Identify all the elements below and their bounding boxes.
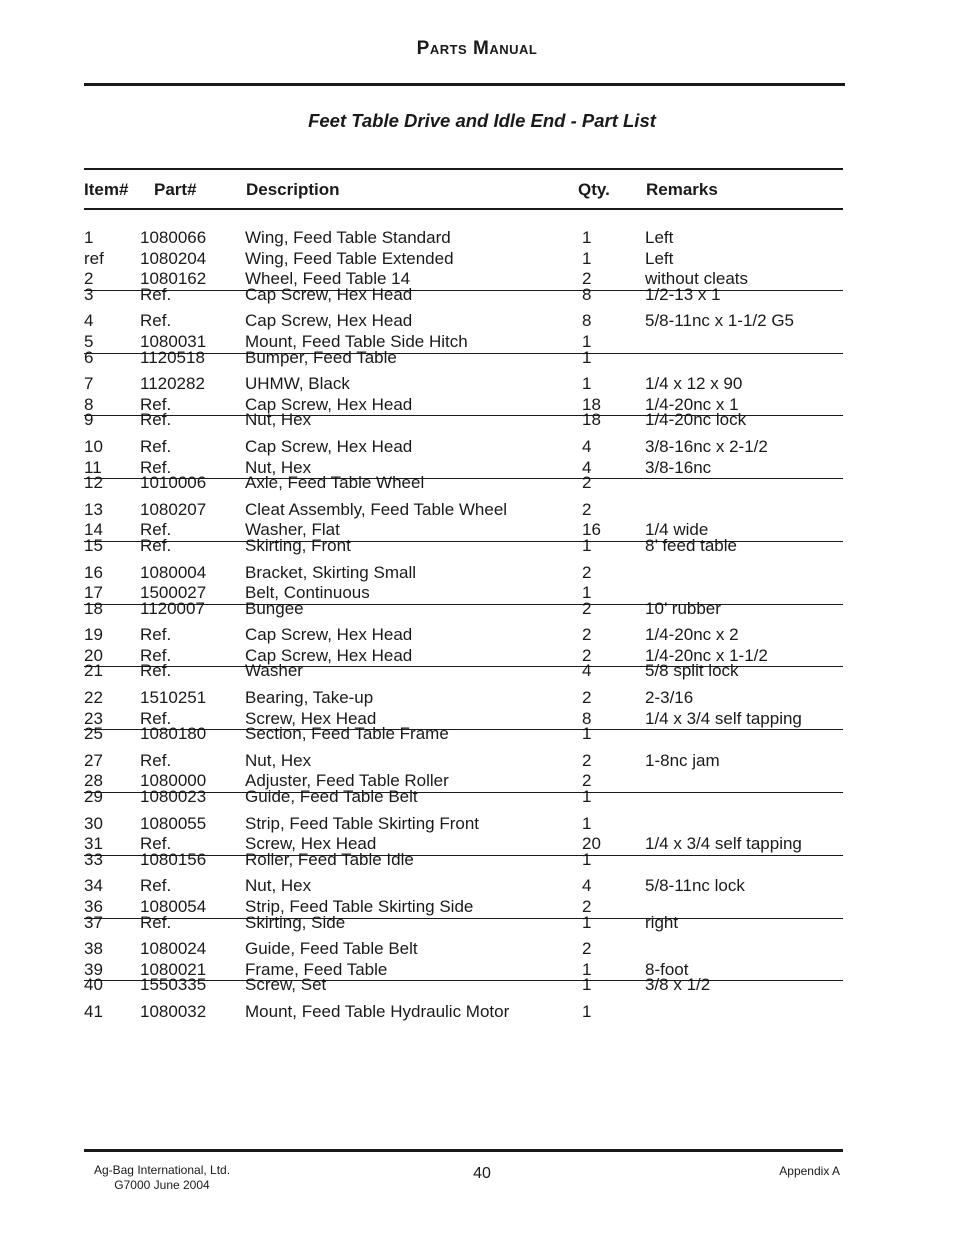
row-quantity: 20 xyxy=(582,834,601,854)
row-remarks: 1/4-20nc x 2 xyxy=(645,625,739,645)
row-quantity: 1 xyxy=(582,331,592,351)
row-part-number: 1080066 xyxy=(140,228,207,247)
table-row xyxy=(84,849,843,877)
row-quantity: 18 xyxy=(582,410,601,430)
parts-table xyxy=(84,228,843,1023)
table-row xyxy=(84,724,843,751)
row-description: Cap Screw, Hex Head xyxy=(245,436,413,456)
table-row xyxy=(84,625,843,646)
page-number: 40 xyxy=(473,1165,491,1182)
column-header-qty: Qty. xyxy=(578,180,610,199)
row-item-number: 31 xyxy=(84,834,103,854)
row-description: Washer, Flat xyxy=(245,520,340,540)
row-quantity: 2 xyxy=(582,625,592,645)
row-part-number: Ref. xyxy=(140,912,172,932)
row-quantity: 1 xyxy=(582,374,592,394)
row-quantity: 2 xyxy=(582,598,592,618)
row-item-number: 1 xyxy=(84,228,94,247)
row-part-number: 1500027 xyxy=(140,583,207,603)
row-quantity: 1 xyxy=(582,849,592,869)
row-part-number: Ref. xyxy=(140,661,172,681)
row-quantity: 1 xyxy=(582,228,592,247)
row-remarks: 8’ feed table xyxy=(645,535,737,555)
row-part-number: Ref. xyxy=(140,625,172,645)
row-remarks: 1/4-20nc x 1-1/2 xyxy=(645,645,768,665)
row-item-number: 19 xyxy=(84,625,103,645)
table-header-divider xyxy=(84,208,843,210)
row-remarks: 3/8 x 1/2 xyxy=(645,975,711,995)
row-item-number: 40 xyxy=(84,975,103,995)
row-item-number: 2 xyxy=(84,269,94,289)
footer-appendix: Appendix A xyxy=(779,1164,840,1178)
row-item-number: 18 xyxy=(84,598,103,618)
row-part-number: 1080180 xyxy=(140,724,207,744)
row-quantity: 2 xyxy=(582,750,592,770)
row-remarks: 1-8nc jam xyxy=(645,750,720,770)
row-part-number: 1080000 xyxy=(140,771,207,791)
row-item-number: 8 xyxy=(84,394,94,414)
row-quantity: 1 xyxy=(582,975,592,995)
row-quantity: 1 xyxy=(582,813,592,833)
row-remarks: 8-foot xyxy=(645,959,689,979)
column-header-part: Part# xyxy=(154,180,197,199)
table-row xyxy=(84,473,843,500)
row-description: Bungee xyxy=(245,598,304,618)
row-quantity: 2 xyxy=(582,473,592,493)
row-remarks: 1/4 x 3/4 self tapping xyxy=(645,708,802,728)
row-remarks: 1/4-20nc x 1 xyxy=(645,394,739,414)
row-item-number: 16 xyxy=(84,562,103,582)
row-item-number: 9 xyxy=(84,410,94,430)
row-quantity: 1 xyxy=(582,724,592,744)
row-part-number: 1080207 xyxy=(140,499,207,519)
row-quantity: 1 xyxy=(582,787,592,807)
row-description: Bracket, Skirting Small xyxy=(245,562,416,582)
row-item-number: 6 xyxy=(84,347,94,367)
row-remarks: 1/4 x 12 x 90 xyxy=(645,374,743,394)
table-row xyxy=(84,249,843,270)
row-description: Guide, Feed Table Belt xyxy=(245,939,418,959)
row-description: Nut, Hex xyxy=(245,410,312,430)
row-remarks: right xyxy=(645,912,679,932)
row-quantity: 2 xyxy=(582,688,592,708)
row-part-number: Ref. xyxy=(140,834,172,854)
row-description: Wing, Feed Table Standard xyxy=(245,228,451,247)
row-item-number: 10 xyxy=(84,436,103,456)
row-remarks: Left xyxy=(645,228,674,247)
table-row xyxy=(84,876,843,897)
table-row xyxy=(84,269,843,290)
row-part-number: Ref. xyxy=(140,284,172,304)
row-quantity: 1 xyxy=(582,912,592,932)
row-description: Cap Screw, Hex Head xyxy=(245,625,413,645)
row-description: UHMW, Black xyxy=(245,374,350,394)
row-description: Cap Screw, Hex Head xyxy=(245,311,413,331)
row-part-number: Ref. xyxy=(140,708,172,728)
row-item-number: 27 xyxy=(84,750,103,770)
row-quantity: 4 xyxy=(582,436,592,456)
row-remarks: 10’ rubber xyxy=(645,598,721,618)
row-description: Skirting, Side xyxy=(245,912,346,932)
row-item-number: 4 xyxy=(84,311,94,331)
row-description: Bearing, Take-up xyxy=(245,688,374,708)
row-part-number: 1550335 xyxy=(140,975,207,995)
row-quantity: 8 xyxy=(582,311,592,331)
row-item-number: 37 xyxy=(84,912,103,932)
table-row xyxy=(84,228,843,249)
row-description: Adjuster, Feed Table Roller xyxy=(245,771,449,791)
row-item-number: 33 xyxy=(84,849,103,869)
row-part-number: 1120007 xyxy=(140,598,205,618)
row-quantity: 4 xyxy=(582,457,592,477)
row-quantity: 2 xyxy=(582,939,592,959)
row-part-number: Ref. xyxy=(140,436,172,456)
row-description: Section, Feed Table Frame xyxy=(245,724,449,744)
row-part-number: Ref. xyxy=(140,520,172,540)
row-description: Belt, Continuous xyxy=(245,583,370,603)
row-description: Wing, Feed Table Extended xyxy=(245,248,454,268)
row-quantity: 1 xyxy=(582,583,592,603)
footer-divider xyxy=(84,1149,843,1152)
row-description: Washer xyxy=(245,661,303,681)
section-title: Feet Table Drive and Idle End - Part List xyxy=(308,110,656,131)
row-part-number: 1080032 xyxy=(140,1001,207,1021)
row-part-number: 1080024 xyxy=(140,939,207,959)
row-description: Nut, Hex xyxy=(245,750,312,770)
row-part-number: 1120518 xyxy=(140,347,205,367)
row-part-number: Ref. xyxy=(140,410,172,430)
footer-model-date: G7000 June 2004 xyxy=(114,1178,210,1192)
row-item-number: 7 xyxy=(84,374,94,394)
row-quantity: 18 xyxy=(582,394,601,414)
table-row xyxy=(84,311,843,332)
row-remarks: 1/4 x 3/4 self tapping xyxy=(645,834,802,854)
row-description: Bumper, Feed Table xyxy=(245,347,397,367)
row-item-number: ref xyxy=(84,248,104,268)
table-row xyxy=(84,563,843,584)
table-row xyxy=(84,787,843,814)
row-part-number: 1010006 xyxy=(140,473,207,493)
row-item-number: 41 xyxy=(84,1001,103,1021)
row-quantity: 2 xyxy=(582,771,592,791)
row-item-number: 14 xyxy=(84,520,103,540)
table-row xyxy=(84,598,843,626)
header-divider xyxy=(84,83,845,86)
row-part-number: Ref. xyxy=(140,457,172,477)
page-header-title: Parts Manual xyxy=(416,38,538,59)
table-row xyxy=(84,437,843,458)
row-part-number: 1120282 xyxy=(140,374,205,394)
row-quantity: 4 xyxy=(582,876,592,896)
table-row xyxy=(84,410,843,437)
row-part-number: Ref. xyxy=(140,535,172,555)
row-part-number: 1080054 xyxy=(140,897,207,916)
table-row xyxy=(84,374,843,395)
footer-company-name: Ag-Bag International, Ltd. xyxy=(93,1163,231,1177)
row-item-number: 22 xyxy=(84,688,103,708)
row-remarks: 5/8-11nc x 1-1/2 G5 xyxy=(645,311,794,331)
row-part-number: Ref. xyxy=(140,311,172,331)
row-part-number: Ref. xyxy=(140,645,172,665)
row-item-number: 30 xyxy=(84,813,103,833)
table-row xyxy=(84,535,843,563)
table-top-divider xyxy=(84,168,843,170)
row-remarks: 1/4 wide xyxy=(645,520,709,540)
table-row xyxy=(84,661,843,688)
row-quantity: 2 xyxy=(582,897,592,916)
row-item-number: 39 xyxy=(84,959,103,979)
row-quantity: 4 xyxy=(582,661,592,681)
row-remarks: without cleats xyxy=(645,269,748,289)
row-description: Cap Screw, Hex Head xyxy=(245,645,413,665)
column-header-item: Item# xyxy=(84,180,129,199)
row-item-number: 23 xyxy=(84,708,103,728)
row-part-number: 1080204 xyxy=(140,248,207,268)
row-remarks: 3/8-16nc xyxy=(645,457,712,477)
table-row xyxy=(84,751,843,772)
row-description: Strip, Feed Table Skirting Side xyxy=(245,897,474,916)
row-quantity: 8 xyxy=(582,284,592,304)
row-item-number: 21 xyxy=(84,661,103,681)
row-quantity: 8 xyxy=(582,708,592,728)
row-remarks: 5/8 split lock xyxy=(645,661,739,681)
row-description: Frame, Feed Table xyxy=(245,959,388,979)
row-quantity: 1 xyxy=(582,1001,592,1021)
row-item-number: 15 xyxy=(84,535,103,555)
row-remarks: 1/2-13 x 1 xyxy=(645,284,721,304)
row-item-number: 12 xyxy=(84,473,103,493)
row-description: Screw, Hex Head xyxy=(245,834,377,854)
row-item-number: 11 xyxy=(84,457,102,477)
table-row xyxy=(84,688,843,709)
table-row xyxy=(84,500,843,521)
row-quantity: 2 xyxy=(582,562,592,582)
row-part-number: 1080031 xyxy=(140,331,207,351)
row-item-number: 20 xyxy=(84,645,103,665)
row-item-number: 5 xyxy=(84,331,94,351)
table-row xyxy=(84,284,843,312)
row-quantity: 1 xyxy=(582,347,592,367)
row-part-number: 1510251 xyxy=(140,688,207,708)
table-row xyxy=(84,912,843,940)
row-description: Roller, Feed Table Idle xyxy=(245,849,414,869)
row-remarks: 3/8-16nc x 2-1/2 xyxy=(645,436,768,456)
row-quantity: 1 xyxy=(582,248,592,268)
row-description: Nut, Hex xyxy=(245,876,312,896)
table-row xyxy=(84,939,843,960)
row-quantity: 2 xyxy=(582,269,592,289)
row-description: Axle, Feed Table Wheel xyxy=(245,473,425,493)
row-description: Wheel, Feed Table 14 xyxy=(245,269,411,289)
table-row xyxy=(84,975,843,1002)
row-item-number: 38 xyxy=(84,939,103,959)
row-description: Cap Screw, Hex Head xyxy=(245,284,413,304)
row-part-number: Ref. xyxy=(140,876,172,896)
row-part-number: 1080004 xyxy=(140,562,207,582)
row-quantity: 2 xyxy=(582,499,592,519)
row-description: Cap Screw, Hex Head xyxy=(245,394,413,414)
row-description: Cleat Assembly, Feed Table Wheel xyxy=(245,499,508,519)
row-part-number: 1080162 xyxy=(140,269,207,289)
column-header-remarks: Remarks xyxy=(646,180,718,199)
row-quantity: 2 xyxy=(582,645,592,665)
row-part-number: Ref. xyxy=(140,750,172,770)
row-remarks: 5/8-11nc lock xyxy=(645,876,745,896)
row-description: Mount, Feed Table Hydraulic Motor xyxy=(245,1001,510,1021)
row-description: Guide, Feed Table Belt xyxy=(245,787,418,807)
row-part-number: Ref. xyxy=(140,394,172,414)
row-description: Screw, Hex Head xyxy=(245,708,377,728)
row-item-number: 34 xyxy=(84,876,103,896)
row-quantity: 16 xyxy=(582,520,601,540)
row-quantity: 1 xyxy=(582,535,592,555)
table-row xyxy=(84,347,843,375)
row-item-number: 36 xyxy=(84,897,103,916)
row-remarks: 2-3/16 xyxy=(645,688,694,708)
row-description: Strip, Feed Table Skirting Front xyxy=(245,813,480,833)
row-item-number: 25 xyxy=(84,724,103,744)
row-description: Nut, Hex xyxy=(245,457,312,477)
row-item-number: 28 xyxy=(84,771,103,791)
row-item-number: 13 xyxy=(84,499,103,519)
table-row xyxy=(84,897,843,918)
row-remarks: Left xyxy=(645,248,674,268)
row-part-number: 1080023 xyxy=(140,787,207,807)
table-row xyxy=(84,1002,843,1023)
row-description: Skirting, Front xyxy=(245,535,351,555)
row-part-number: 1080055 xyxy=(140,813,207,833)
row-item-number: 17 xyxy=(84,583,103,603)
row-item-number: 29 xyxy=(84,787,103,807)
row-remarks: 1/4-20nc lock xyxy=(645,410,747,430)
row-item-number: 3 xyxy=(84,284,94,304)
row-part-number: 1080156 xyxy=(140,849,207,869)
row-description: Mount, Feed Table Side Hitch xyxy=(245,331,468,351)
table-row xyxy=(84,814,843,835)
row-quantity: 1 xyxy=(582,959,592,979)
row-description: Screw, Set xyxy=(245,975,327,995)
column-header-description: Description xyxy=(246,180,340,199)
row-part-number: 1080021 xyxy=(140,959,207,979)
